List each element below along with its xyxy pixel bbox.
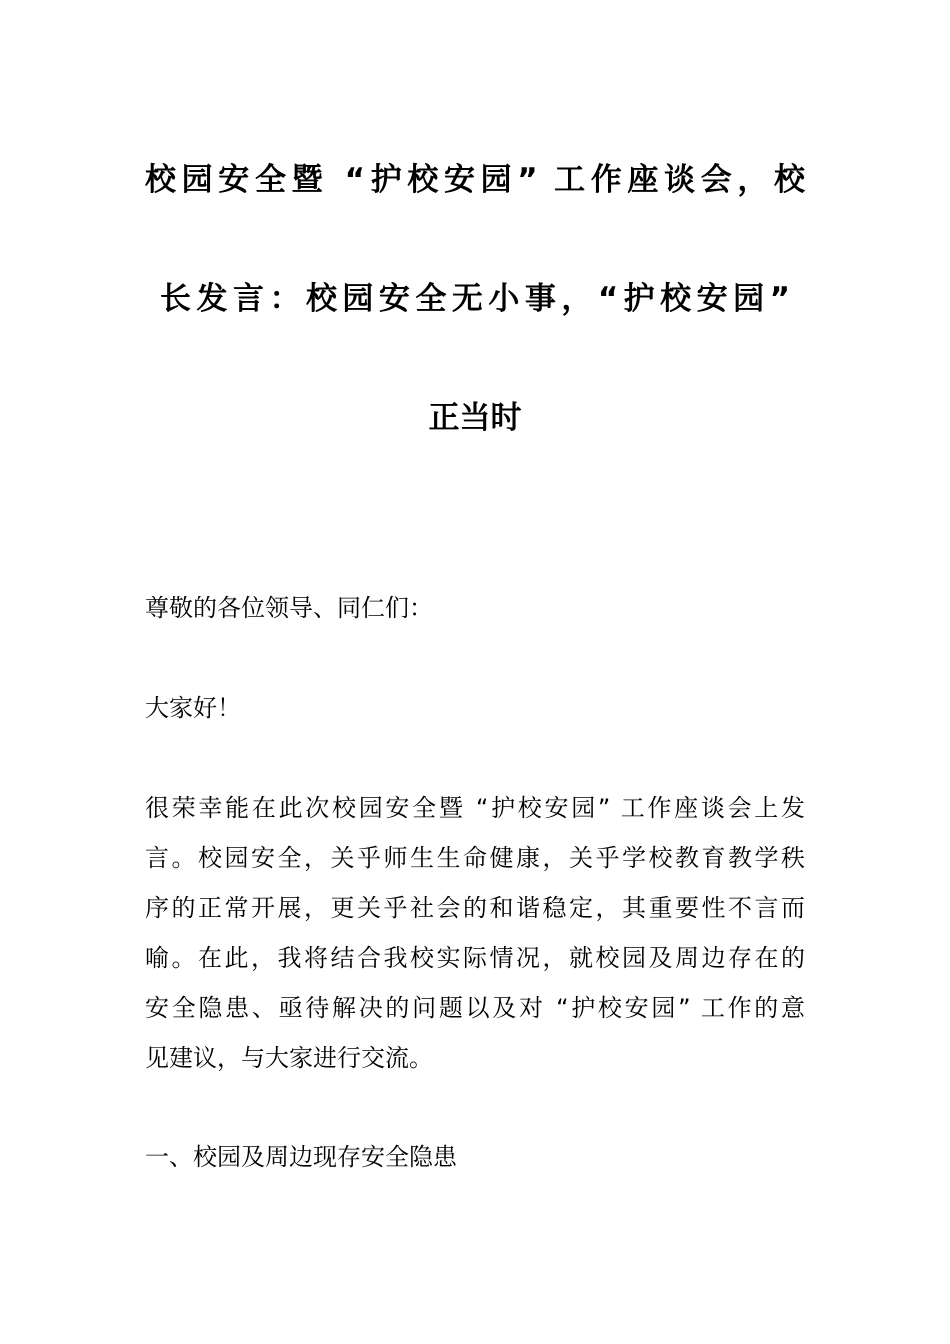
document-title-line-3: 正当时 (428, 400, 522, 436)
paragraph-line: 见建议，与大家进行交流。 (145, 1044, 433, 1072)
paragraph-line: 序的正常开展，更关乎社会的和谐稳定，其重要性不言而 (145, 894, 805, 922)
document-title-line-1: 校园安全暨 “护校安园” 工作座谈会，校 (145, 162, 805, 198)
document-title-line-2: 长发言：校园安全无小事，“护校安园” (160, 281, 790, 317)
greeting: 大家好！ (145, 694, 241, 722)
section-heading: 一、校园及周边现存安全隐患 (145, 1143, 457, 1171)
salutation: 尊敬的各位领导、同仁们： (145, 594, 433, 622)
paragraph-line: 喻。在此，我将结合我校实际情况，就校园及周边存在的 (145, 944, 805, 972)
paragraph-line: 很荣幸能在此次校园安全暨 “护校安园” 工作座谈会上发 (145, 794, 805, 822)
paragraph-line: 安全隐患、亟待解决的问题以及对 “护校安园” 工作的意 (145, 994, 805, 1022)
intro-paragraph (145, 783, 805, 1083)
paragraph-line: 言。校园安全，关乎师生生命健康，关乎学校教育教学秩 (145, 844, 805, 872)
